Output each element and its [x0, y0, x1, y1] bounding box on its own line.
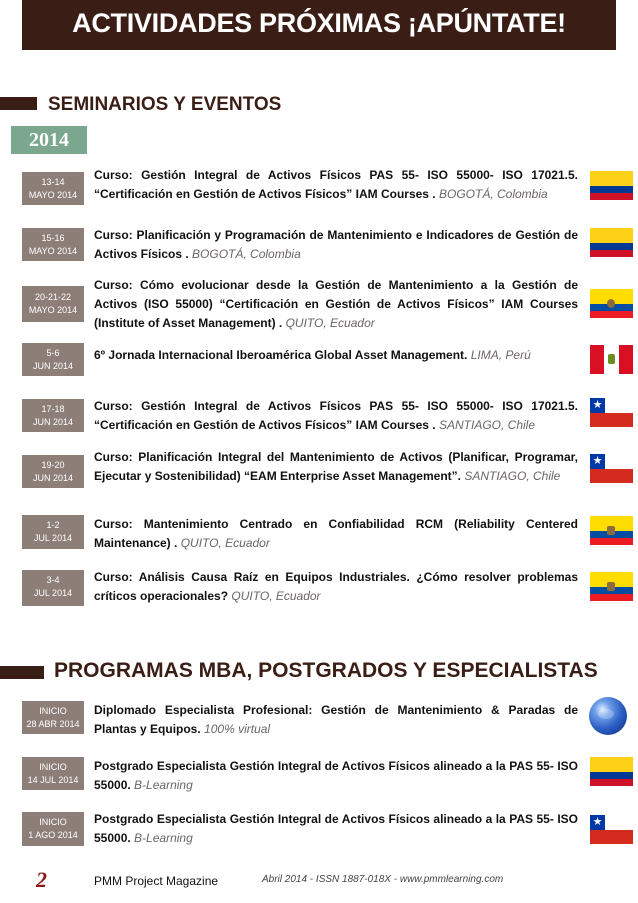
program-description: Postgrado Especialista Gestión Integral de Activos Físicos alineado a la PAS 55- ISO 55000. B-Learning: [94, 812, 578, 845]
event-description: Curso: Planificación y Programación de Mantenimiento e Indicadores de Gestión de Activos Físicos . BOGOTÁ, Colombia: [94, 228, 578, 261]
program-date: INICIO 14 JUL 2014: [22, 757, 84, 790]
ecuador-flag-icon: [590, 516, 633, 545]
colombia-flag-icon: [590, 757, 633, 786]
globe-icon: [589, 697, 627, 735]
peru-flag-icon: [590, 345, 633, 374]
section-bar-seminars: [0, 97, 37, 110]
event-description: Curso: Gestión Integral de Activos Físicos PAS 55- ISO 55000- ISO 17021.5. “Certificación en Gestión de Activos Físicos” IAM Courses . SANTIAGO, Chile: [94, 399, 578, 432]
program-description: Diplomado Especialista Profesional: Gestión de Mantenimiento & Paradas de Plantas y Equipos. 100% virtual: [94, 703, 578, 736]
event-description: Curso: Mantenimiento Centrado en Confiabilidad RCM (Reliability Centered Maintenance) . QUITO, Ecuador: [94, 517, 578, 550]
section-title-seminars: SEMINARIOS Y EVENTOS: [48, 94, 282, 115]
event-date: 20-21-22 MAYO 2014: [22, 286, 84, 322]
event-date: 3-4 JUL 2014: [22, 570, 84, 606]
section-title-programs: PROGRAMAS MBA, POSTGRADOS Y ESPECIALISTAS: [54, 659, 598, 682]
ecuador-flag-icon: [590, 572, 633, 601]
chile-flag-icon: ★: [590, 454, 633, 483]
year-badge: 2014: [11, 126, 87, 154]
event-date: 17-18 JUN 2014: [22, 399, 84, 432]
program-date: INICIO 28 ABR 2014: [22, 701, 84, 734]
program-description: Postgrado Especialista Gestión Integral de Activos Físicos alineado a la PAS 55- ISO 55000. B-Learning: [94, 759, 578, 792]
section-bar-programs: [0, 666, 44, 679]
event-description: 6º Jornada Internacional Iberoamérica Global Asset Management. LIMA, Perú: [94, 348, 531, 362]
header-banner: [22, 0, 616, 50]
magazine-name: PMM Project Magazine: [94, 874, 219, 888]
event-description: Curso: Análisis Causa Raíz en Equipos Industriales. ¿Cómo resolver problemas críticos operacionales? QUITO, Ecuador: [94, 570, 578, 603]
event-date: 15-16 MAYO 2014: [22, 228, 84, 261]
ecuador-flag-icon: [590, 289, 633, 318]
page-title: ACTIVIDADES PRÓXIMAS ¡APÚNTATE!: [72, 8, 566, 38]
event-description: Curso: Cómo evolucionar desde la Gestión de Mantenimiento a la Gestión de Activos (ISO 55000) “Certificación en Gestión de Activos Físicos” IAM Courses (Institute of Asset Management) . QUITO, Ecuador: [94, 278, 578, 330]
issue-info: Abril 2014 - ISSN 1887-018X - www.pmmlearning.com: [262, 874, 504, 885]
chile-flag-icon: ★: [590, 815, 633, 844]
event-date: 19-20 JUN 2014: [22, 455, 84, 488]
page-number: 2: [36, 867, 47, 892]
event-date: 13-14 MAYO 2014: [22, 172, 84, 205]
event-date: 1-2 JUL 2014: [22, 515, 84, 549]
event-date: 5-6 JUN 2014: [22, 343, 84, 376]
event-description: Curso: Gestión Integral de Activos Físicos PAS 55- ISO 55000- ISO 17021.5. “Certificación en Gestión de Activos Físicos” IAM Courses . BOGOTÁ, Colombia: [94, 168, 578, 201]
colombia-flag-icon: [590, 228, 633, 257]
colombia-flag-icon: [590, 171, 633, 200]
event-description: Curso: Planificación Integral del Mantenimiento de Activos (Planificar, Programar, Ejecutar y Sostenibilidad) “EAM Enterprise Asset Management”. SANTIAGO, Chile: [94, 450, 578, 483]
program-date: INICIO 1 AGO 2014: [22, 812, 84, 846]
chile-flag-icon: ★: [590, 398, 633, 427]
